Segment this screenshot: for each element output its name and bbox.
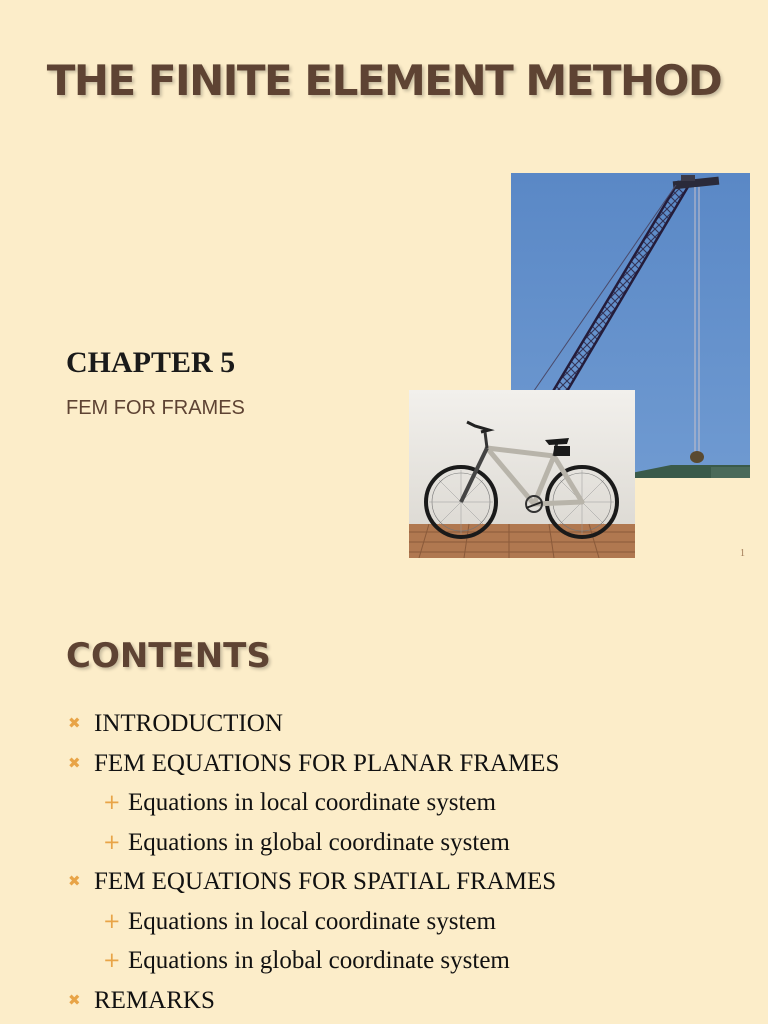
contents-subitem-text: Equations in local coordinate system xyxy=(128,789,496,816)
contents-subitem-text: Equations in local coordinate system xyxy=(128,907,496,935)
bicycle-photo xyxy=(409,390,635,558)
plus-bullet-icon: + xyxy=(103,829,121,854)
contents-item-text: REMARKS xyxy=(94,986,215,1014)
contents-subitem xyxy=(66,902,559,942)
plus-bullet-icon: + xyxy=(103,908,121,933)
contents-slide xyxy=(0,576,768,1024)
x-bullet-icon: ✖ xyxy=(68,872,81,890)
chapter-subtitle: FEM FOR FRAMES xyxy=(66,397,245,419)
plus-bullet-icon: + xyxy=(103,790,121,814)
contents-item-text: INTRODUCTION xyxy=(94,710,283,737)
x-bullet-icon: ✖ xyxy=(68,714,81,732)
contents-subitem-text: Equations in global coordinate system xyxy=(128,828,510,856)
contents-item xyxy=(66,981,559,1021)
contents-item xyxy=(66,744,559,784)
x-bullet-icon: ✖ xyxy=(68,753,81,772)
contents-list xyxy=(66,704,559,1020)
contents-item xyxy=(66,862,559,902)
slide-title: THE FINITE ELEMENT METHOD xyxy=(46,56,722,105)
contents-item-text: FEM EQUATIONS FOR PLANAR FRAMES xyxy=(94,749,560,777)
chapter-label: CHAPTER 5 xyxy=(66,346,236,379)
plus-bullet-icon: + xyxy=(103,948,121,972)
contents-item-text: FEM EQUATIONS FOR SPATIAL FRAMES xyxy=(94,868,557,895)
contents-heading: CONTENTS xyxy=(66,636,271,676)
contents-subitem xyxy=(66,941,559,981)
contents-subitem-text: Equations in global coordinate system xyxy=(128,947,510,974)
contents-subitem xyxy=(66,783,559,823)
contents-subitem xyxy=(66,823,559,863)
slide-number: 1 xyxy=(740,548,745,559)
x-bullet-icon: ✖ xyxy=(68,990,81,1009)
contents-item xyxy=(66,704,559,744)
